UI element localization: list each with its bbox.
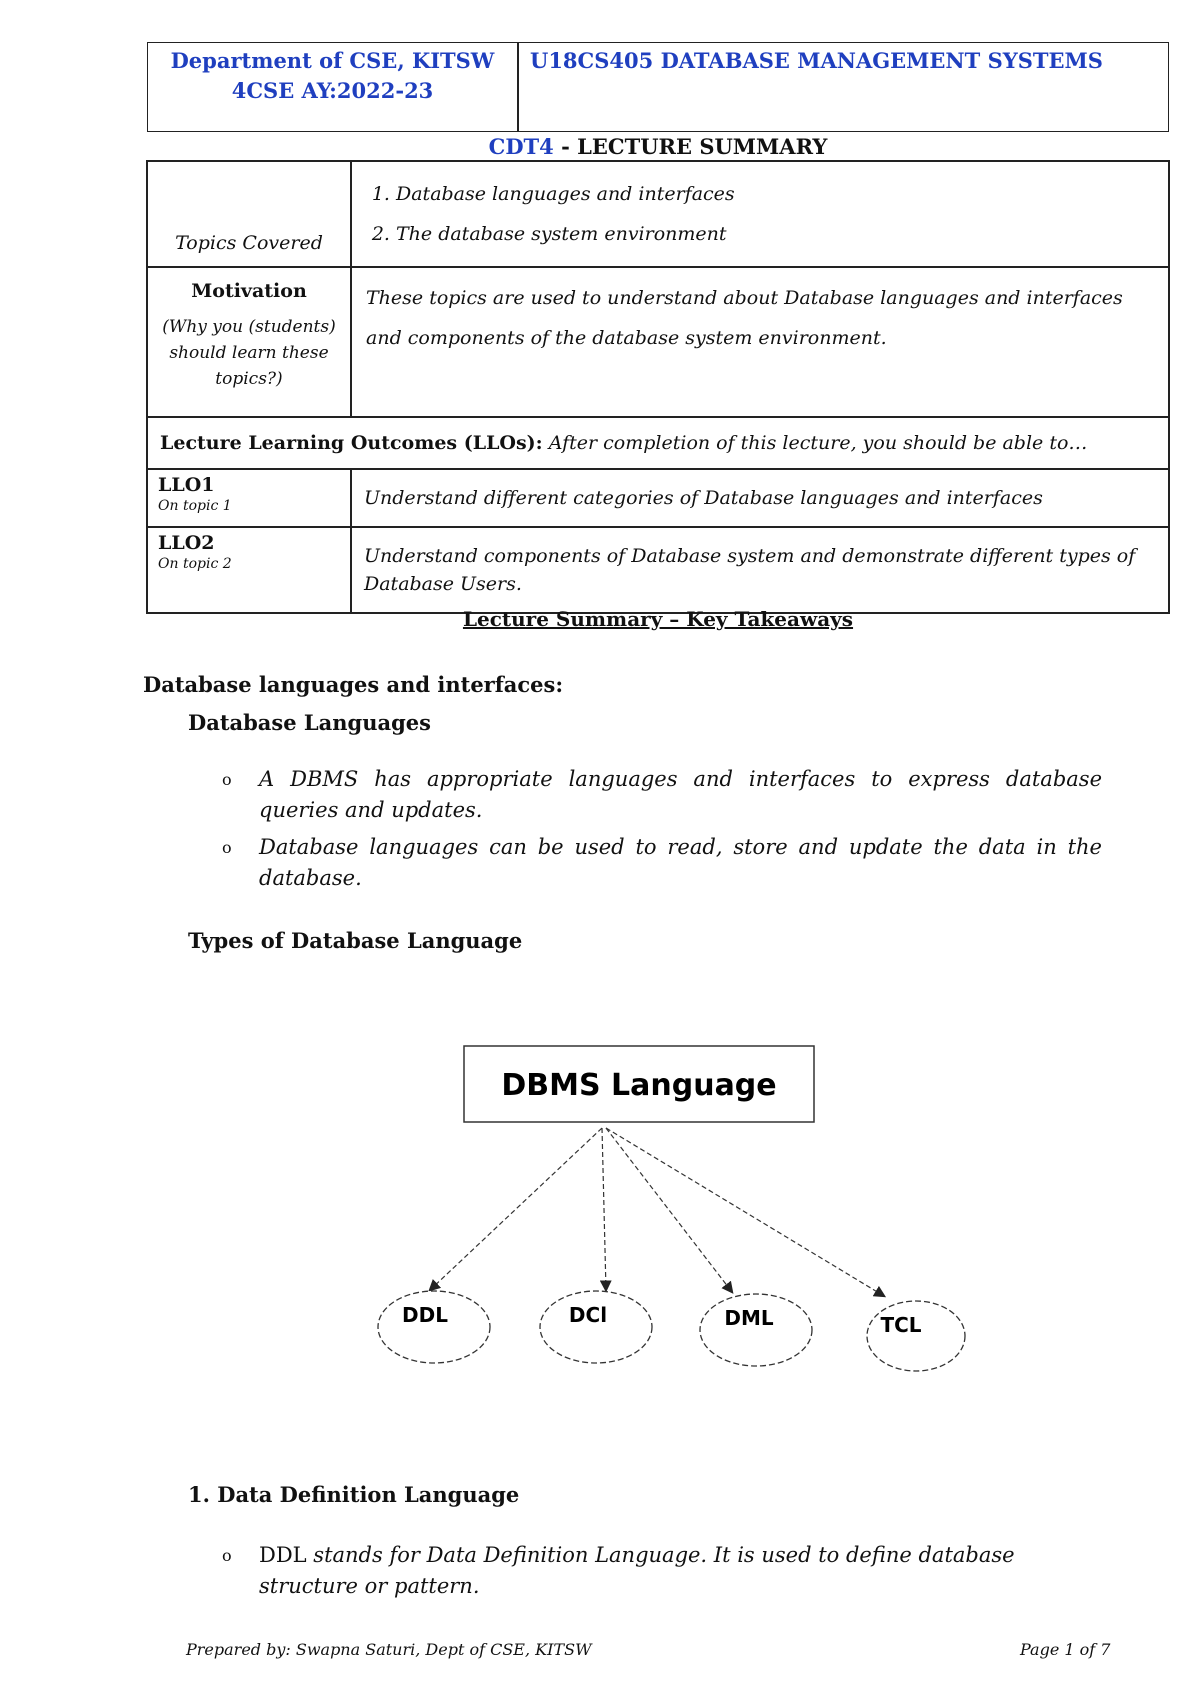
arrow-line xyxy=(606,1128,884,1296)
ddl-node xyxy=(378,1291,490,1363)
llo-id: LLO1 xyxy=(158,474,215,496)
llo-heading-italic: After completion of this lecture, you should be able to… xyxy=(542,432,1088,454)
llo-id-cell xyxy=(147,469,351,527)
dml-node xyxy=(700,1294,812,1366)
llo-id: LLO2 xyxy=(158,532,215,554)
page-number: Page 1 of 7 xyxy=(1020,1640,1111,1659)
dml-label: DML xyxy=(724,1306,774,1330)
llo-id-cell xyxy=(147,527,351,613)
motivation-subtitle: (Why you (students) should learn these topics?) xyxy=(162,317,336,389)
bullet-text xyxy=(259,1540,1102,1602)
academic-year: 4CSE AY:2022-23 xyxy=(231,78,434,103)
bullet-item xyxy=(222,832,1102,894)
header-divider xyxy=(517,42,519,132)
bullet-marker: o xyxy=(222,838,232,857)
motivation-text: These topics are used to understand about Database languages and interfaces and components of the database system environment. xyxy=(351,267,1169,417)
topic-item: 2. The database system environment xyxy=(396,214,1154,254)
lecture-info-table xyxy=(146,160,1170,614)
bullet-text: Database languages can be used to read, store and update the data in the database. xyxy=(259,835,1102,890)
topics-list xyxy=(366,174,1154,254)
lecture-summary-title xyxy=(147,134,1169,159)
topics-list-cell xyxy=(351,161,1169,267)
subsection-heading: Database Languages xyxy=(188,710,431,735)
llo-topic: On topic 1 xyxy=(158,498,232,514)
bullet-text: A DBMS has appropriate languages and interfaces to express database queries and updates. xyxy=(259,767,1102,822)
llo-text: Understand different categories of Database languages and interfaces xyxy=(351,469,1169,527)
topics-label: Topics Covered xyxy=(147,161,351,267)
bullet-item xyxy=(222,764,1102,826)
ddl-heading: 1. Data Definition Language xyxy=(188,1482,520,1507)
llo-row xyxy=(147,527,1169,613)
dbms-language-diagram xyxy=(370,1040,970,1380)
motivation-row xyxy=(147,267,1169,417)
key-takeaways-title: Lecture Summary – Key Takeaways xyxy=(462,607,854,631)
summary-title-text: - LECTURE SUMMARY xyxy=(553,134,828,159)
topics-row xyxy=(147,161,1169,267)
course-title: U18CS405 DATABASE MANAGEMENT SYSTEMS xyxy=(530,48,1103,73)
motivation-title: Motivation xyxy=(191,280,307,302)
footer-prepared-by: Prepared by: Swapna Saturi, Dept of CSE, KITSW xyxy=(186,1640,592,1659)
department-name: Department of CSE, KITSW xyxy=(170,48,495,73)
motivation-label-cell xyxy=(147,267,351,417)
cdt-code: CDT4 xyxy=(488,134,554,159)
bullet-marker: o xyxy=(222,1546,232,1565)
department-info xyxy=(150,46,515,106)
llo-heading-row xyxy=(147,417,1169,469)
bullet-marker: o xyxy=(222,770,232,789)
dcl-label: DCl xyxy=(568,1303,608,1327)
arrow-line xyxy=(430,1128,602,1290)
llo-heading xyxy=(147,417,1169,469)
llo-text: Understand components of Database system and demonstrate different types of Database Users. xyxy=(351,527,1169,613)
llo-topic: On topic 2 xyxy=(158,556,232,572)
llo-row xyxy=(147,469,1169,527)
dcl-node xyxy=(540,1291,652,1363)
llo-heading-bold: Lecture Learning Outcomes (LLOs): xyxy=(160,432,543,454)
section-heading: Database languages and interfaces: xyxy=(143,672,564,697)
root-label: DBMS Language xyxy=(501,1068,777,1103)
arrow-line xyxy=(606,1128,732,1292)
topic-item: 1. Database languages and interfaces xyxy=(396,174,1154,214)
ddl-acronym: DDL xyxy=(259,1543,307,1567)
tcl-label: TCL xyxy=(880,1313,922,1337)
ddl-label: DDL xyxy=(402,1303,448,1327)
bullet-item xyxy=(222,1540,1102,1602)
arrow-line xyxy=(602,1128,606,1290)
ddl-definition: stands for Data Definition Language. It is used to define database structure or pattern. xyxy=(259,1543,1015,1598)
subsection-heading: Types of Database Language xyxy=(188,928,523,953)
